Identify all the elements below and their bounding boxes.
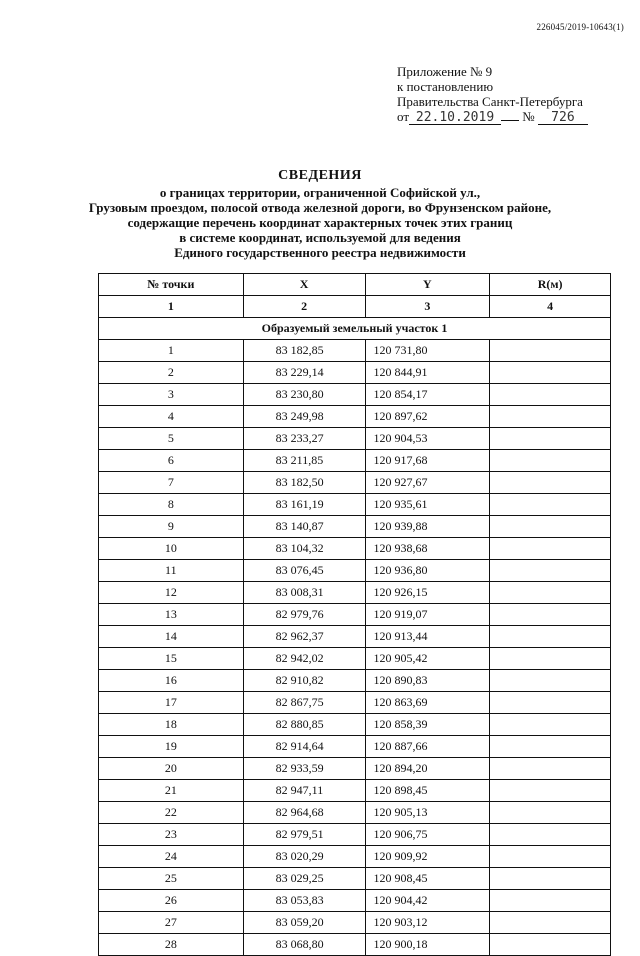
table-row	[99, 692, 611, 714]
radius	[490, 736, 611, 758]
table-row	[99, 340, 611, 362]
point-number: 10	[99, 538, 244, 560]
column-number: 1	[99, 296, 244, 318]
coord-x: 82 962,37	[243, 626, 365, 648]
table-row	[99, 538, 611, 560]
coord-y: 120 935,61	[365, 494, 490, 516]
coord-x: 82 880,85	[243, 714, 365, 736]
table-row	[99, 406, 611, 428]
coord-y: 120 854,17	[365, 384, 490, 406]
coord-x: 82 964,68	[243, 802, 365, 824]
point-number: 16	[99, 670, 244, 692]
coord-y: 120 887,66	[365, 736, 490, 758]
coord-x: 83 059,20	[243, 912, 365, 934]
table-row	[99, 934, 611, 956]
radius	[490, 846, 611, 868]
title-line-5: Единого государственного реестра недвижимости	[174, 245, 466, 260]
coord-x: 83 104,32	[243, 538, 365, 560]
table-row	[99, 912, 611, 934]
radius	[490, 670, 611, 692]
coord-y: 120 904,53	[365, 428, 490, 450]
radius	[490, 384, 611, 406]
point-number: 13	[99, 604, 244, 626]
column-number: 2	[243, 296, 365, 318]
table-row	[99, 670, 611, 692]
header-x: X	[243, 274, 365, 296]
table-row	[99, 758, 611, 780]
radius	[490, 780, 611, 802]
document-title	[0, 168, 640, 260]
point-number: 4	[99, 406, 244, 428]
table-row	[99, 868, 611, 890]
radius	[490, 692, 611, 714]
coord-x: 82 979,76	[243, 604, 365, 626]
point-number: 8	[99, 494, 244, 516]
coord-y: 120 863,69	[365, 692, 490, 714]
coord-y: 120 938,68	[365, 538, 490, 560]
table-row	[99, 450, 611, 472]
coord-y: 120 919,07	[365, 604, 490, 626]
radius	[490, 934, 611, 956]
coord-x: 83 020,29	[243, 846, 365, 868]
table-row	[99, 648, 611, 670]
coord-x: 83 068,80	[243, 934, 365, 956]
coord-y: 120 905,42	[365, 648, 490, 670]
radius	[490, 582, 611, 604]
coord-y: 120 913,44	[365, 626, 490, 648]
coord-y: 120 894,20	[365, 758, 490, 780]
radius	[490, 648, 611, 670]
decree-number: 726	[538, 111, 588, 125]
radius	[490, 362, 611, 384]
coord-y: 120 904,42	[365, 890, 490, 912]
radius	[490, 560, 611, 582]
point-number: 18	[99, 714, 244, 736]
coord-x: 83 029,25	[243, 868, 365, 890]
radius	[490, 516, 611, 538]
coord-y: 120 906,75	[365, 824, 490, 846]
radius	[490, 428, 611, 450]
point-number: 1	[99, 340, 244, 362]
appendix-block	[397, 64, 588, 125]
coord-x: 82 914,64	[243, 736, 365, 758]
coord-y: 120 898,45	[365, 780, 490, 802]
point-number: 15	[99, 648, 244, 670]
table-row	[99, 472, 611, 494]
radius	[490, 758, 611, 780]
coord-x: 83 182,50	[243, 472, 365, 494]
coord-x: 83 229,14	[243, 362, 365, 384]
coord-y: 120 905,13	[365, 802, 490, 824]
document-number: 226045/2019-10643(1)	[536, 22, 624, 32]
column-number-row	[99, 296, 611, 318]
header-row	[99, 274, 611, 296]
table-row	[99, 824, 611, 846]
point-number: 21	[99, 780, 244, 802]
point-number: 24	[99, 846, 244, 868]
table-row	[99, 714, 611, 736]
coord-x: 83 233,27	[243, 428, 365, 450]
coord-y: 120 927,67	[365, 472, 490, 494]
coord-y: 120 900,18	[365, 934, 490, 956]
coordinates-table	[98, 273, 611, 956]
coord-x: 82 933,59	[243, 758, 365, 780]
coord-x: 82 867,75	[243, 692, 365, 714]
radius	[490, 714, 611, 736]
radius	[490, 802, 611, 824]
table-row	[99, 890, 611, 912]
number-label: №	[522, 109, 535, 124]
point-number: 11	[99, 560, 244, 582]
table-row	[99, 560, 611, 582]
coord-x: 83 230,80	[243, 384, 365, 406]
coord-x: 82 942,02	[243, 648, 365, 670]
appendix-line-1: Приложение № 9	[397, 64, 493, 79]
title-line-2: Грузовым проездом, полосой отвода железной дороги, во Фрунзенском районе,	[88, 200, 552, 215]
coord-y: 120 909,92	[365, 846, 490, 868]
point-number: 14	[99, 626, 244, 648]
point-number: 26	[99, 890, 244, 912]
coord-y: 120 844,91	[365, 362, 490, 384]
radius	[490, 912, 611, 934]
title-line-1: о границах территории, ограниченной Софийской ул.,	[159, 185, 481, 200]
point-number: 3	[99, 384, 244, 406]
coord-x: 83 008,31	[243, 582, 365, 604]
radius	[490, 538, 611, 560]
radius	[490, 604, 611, 626]
section-title: Образуемый земельный участок 1	[99, 318, 611, 340]
coord-y: 120 908,45	[365, 868, 490, 890]
table-row	[99, 604, 611, 626]
appendix-date-line	[397, 109, 588, 125]
coord-y: 120 890,83	[365, 670, 490, 692]
coord-x: 83 161,19	[243, 494, 365, 516]
point-number: 2	[99, 362, 244, 384]
coord-x: 82 947,11	[243, 780, 365, 802]
table-row	[99, 780, 611, 802]
table-row	[99, 516, 611, 538]
point-number: 20	[99, 758, 244, 780]
title-heading: СВЕДЕНИЯ	[278, 168, 362, 183]
radius	[490, 472, 611, 494]
point-number: 28	[99, 934, 244, 956]
radius	[490, 868, 611, 890]
section-row	[99, 318, 611, 340]
table-row	[99, 626, 611, 648]
coord-x: 83 053,83	[243, 890, 365, 912]
coord-y: 120 903,12	[365, 912, 490, 934]
radius	[490, 824, 611, 846]
table-row	[99, 428, 611, 450]
blank-line	[501, 120, 519, 121]
table-row	[99, 582, 611, 604]
table-row	[99, 494, 611, 516]
point-number: 25	[99, 868, 244, 890]
header-r: R(м)	[490, 274, 611, 296]
coord-x: 83 140,87	[243, 516, 365, 538]
table-row	[99, 846, 611, 868]
title-line-4: в системе координат, используемой для ведения	[179, 230, 461, 245]
header-point-no: № точки	[99, 274, 244, 296]
table-row	[99, 736, 611, 758]
point-number: 27	[99, 912, 244, 934]
point-number: 7	[99, 472, 244, 494]
radius	[490, 890, 611, 912]
coord-x: 82 979,51	[243, 824, 365, 846]
point-number: 6	[99, 450, 244, 472]
header-y: Y	[365, 274, 490, 296]
appendix-line-2: к постановлению	[397, 79, 494, 94]
table-row	[99, 362, 611, 384]
table-row	[99, 384, 611, 406]
point-number: 5	[99, 428, 244, 450]
coord-x: 82 910,82	[243, 670, 365, 692]
table-row	[99, 802, 611, 824]
radius	[490, 340, 611, 362]
radius	[490, 626, 611, 648]
coord-x: 83 211,85	[243, 450, 365, 472]
radius	[490, 450, 611, 472]
coord-y: 120 936,80	[365, 560, 490, 582]
point-number: 22	[99, 802, 244, 824]
point-number: 19	[99, 736, 244, 758]
coord-x: 83 249,98	[243, 406, 365, 428]
decree-date: 22.10.2019	[409, 111, 501, 125]
radius	[490, 494, 611, 516]
radius	[490, 406, 611, 428]
coord-y: 120 897,62	[365, 406, 490, 428]
coord-y: 120 917,68	[365, 450, 490, 472]
coord-y: 120 858,39	[365, 714, 490, 736]
point-number: 17	[99, 692, 244, 714]
point-number: 23	[99, 824, 244, 846]
column-number: 4	[490, 296, 611, 318]
title-line-3: содержащие перечень координат характерных точек этих границ	[127, 215, 513, 230]
coord-x: 83 182,85	[243, 340, 365, 362]
appendix-line-3: Правительства Санкт-Петербурга	[397, 94, 583, 109]
point-number: 9	[99, 516, 244, 538]
coord-y: 120 939,88	[365, 516, 490, 538]
coord-y: 120 731,80	[365, 340, 490, 362]
column-number: 3	[365, 296, 490, 318]
coord-x: 83 076,45	[243, 560, 365, 582]
point-number: 12	[99, 582, 244, 604]
coord-y: 120 926,15	[365, 582, 490, 604]
from-label: от	[397, 109, 410, 124]
